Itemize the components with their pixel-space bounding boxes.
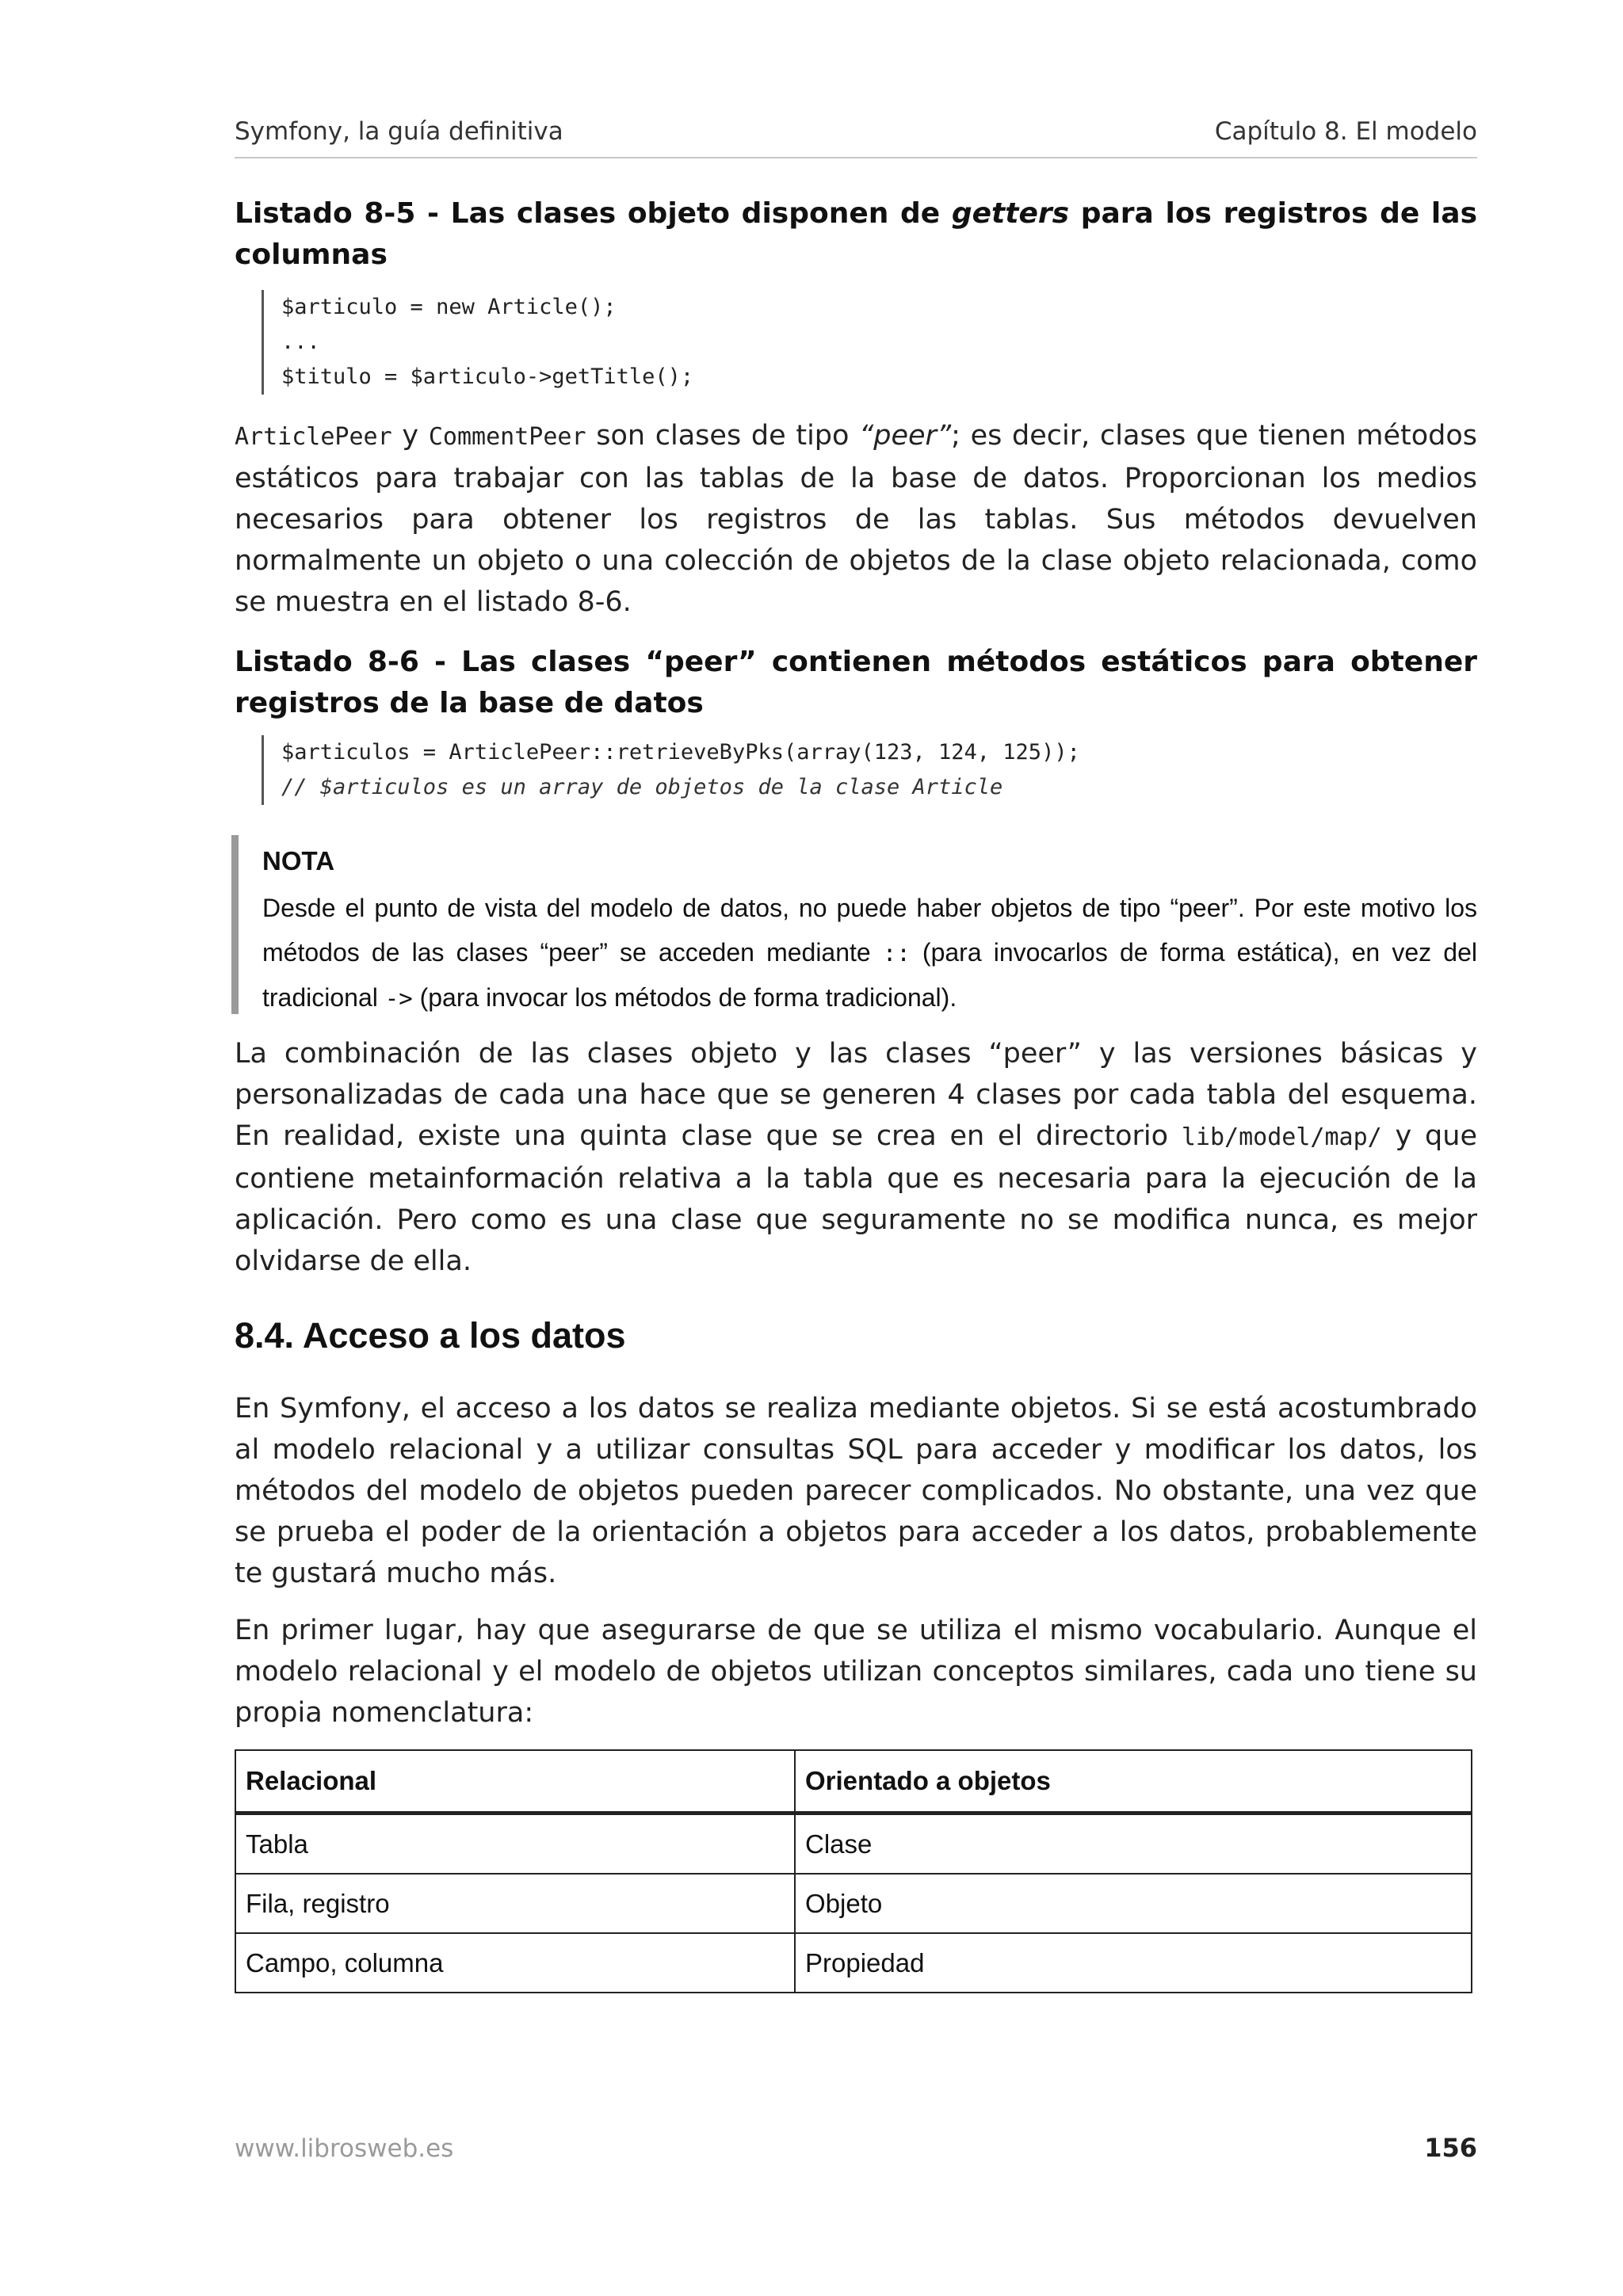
table-row xyxy=(235,1933,1472,1993)
note-text-part: Desde el punto de vista del modelo de datos, no puede haber objetos de tipo “peer”. Por este motivo los métodos de las clases “peer” se acceden mediante xyxy=(262,894,1477,967)
paragraph-text: y xyxy=(391,420,429,452)
listing-8-5-title-pre: Listado 8-5 - Las clases objeto disponen de xyxy=(235,197,952,230)
section-title: 8.4. Acceso a los datos xyxy=(235,1315,626,1356)
paragraph-class-combination xyxy=(235,1033,1477,1282)
table-cell: Clase xyxy=(795,1814,1472,1875)
header-chapter-title: Capítulo 8. El modelo xyxy=(1214,117,1477,146)
paragraph-text: La combinación de las clases objeto y las clases “peer” y las versiones básicas y personalizadas de cada una hace que se generen 4 clases por cada tabla del esquema. En realidad, existe una quinta clase que se crea en el directorio xyxy=(235,1038,1477,1152)
note-box xyxy=(231,835,1477,1014)
page-header xyxy=(235,117,1477,158)
inline-code-articlepeer: ArticlePeer xyxy=(235,423,392,451)
listing-8-5-title-post: para los registros de las columnas xyxy=(235,197,1477,271)
table-cell: Propiedad xyxy=(795,1933,1472,1993)
table-cell: Tabla xyxy=(235,1814,795,1875)
paragraph-vocabulary: En primer lugar, hay que asegurarse de que se utiliza el mismo vocabulario. Aunque el modelo relacional y el modelo de objetos utilizan conceptos similares, cada uno tiene su propia nomenclatura: xyxy=(235,1615,1477,1729)
paragraph-text: son clases de tipo xyxy=(586,420,860,452)
listing-8-5-code xyxy=(262,290,1477,395)
page-number: 156 xyxy=(1424,2133,1477,2163)
table-row xyxy=(235,1874,1472,1933)
code-line: $articulos = ArticlePeer::retrieveByPks(array(123, 124, 125)); xyxy=(281,740,1080,765)
listing-8-6-title: Listado 8-6 - Las clases “peer” contienen métodos estáticos para obtener registros de la base de datos xyxy=(235,646,1477,719)
table-header-row xyxy=(235,1750,1472,1814)
footer-website-link[interactable]: www.librosweb.es xyxy=(235,2134,454,2163)
listing-8-5-title-italic: getters xyxy=(951,197,1070,230)
italic-peer: “peer” xyxy=(859,420,952,452)
table-cell: Fila, registro xyxy=(235,1874,795,1933)
listing-8-6-code xyxy=(262,735,1477,805)
paragraph-peer-classes xyxy=(235,415,1477,623)
header-book-title: Symfony, la guía definitiva xyxy=(235,117,563,146)
note-text-part: (para invocar los métodos de forma tradicional). xyxy=(412,983,957,1012)
paragraph-text: ; es decir, clases que tienen métodos estáticos para trabajar con las tablas de la base de datos. Proporcionan los medios necesarios para obtener los registros de las tablas. Sus métodos devuelven normalmente un objeto o una colección de objetos de la clase objeto relacionada, como se muestra en el listado 8-6. xyxy=(235,420,1477,618)
nomenclature-table xyxy=(235,1749,1472,1993)
code-line: ... xyxy=(281,330,320,354)
note-text xyxy=(262,886,1477,1020)
note-title: NOTA xyxy=(262,846,335,875)
inline-code-arrow: -> xyxy=(384,985,413,1012)
code-comment-line: // $articulos es un array de objetos de la clase Article xyxy=(281,775,1003,799)
inline-code-map-dir: lib/model/map/ xyxy=(1181,1123,1382,1151)
table-cell: Campo, columna xyxy=(235,1933,795,1993)
paragraph-data-access: En Symfony, el acceso a los datos se realiza mediante objetos. Si se está acostumbrado al modelo relacional y a utilizar consultas SQL para acceder y modificar los datos, los métodos del modelo de objetos pueden parecer complicados. No obstante, una vez que se prueba el poder de la orientación a objetos para acceder a los datos, probablemente te gustará mucho más. xyxy=(235,1393,1477,1589)
table-cell: Objeto xyxy=(795,1874,1472,1933)
note-text-part: (para invocarlos de forma estática), en vez del tradicional xyxy=(262,938,1477,1012)
inline-code-double-colon: :: xyxy=(882,940,911,967)
code-line: $articulo = new Article(); xyxy=(281,295,617,319)
listing-8-5-title xyxy=(235,193,1477,276)
column-header-relacional: Relacional xyxy=(235,1750,795,1814)
table-row xyxy=(235,1814,1472,1875)
paragraph-text: y que contiene metainformación relativa a la tabla que es necesaria para la ejecución de la aplicación. Pero como es una clase que seguramente no se modifica nunca, es mejor olvidarse de ella. xyxy=(235,1120,1477,1277)
column-header-orientado: Orientado a objetos xyxy=(795,1750,1472,1814)
code-line: $titulo = $articulo->getTitle(); xyxy=(281,364,694,389)
inline-code-commentpeer: CommentPeer xyxy=(428,423,586,451)
